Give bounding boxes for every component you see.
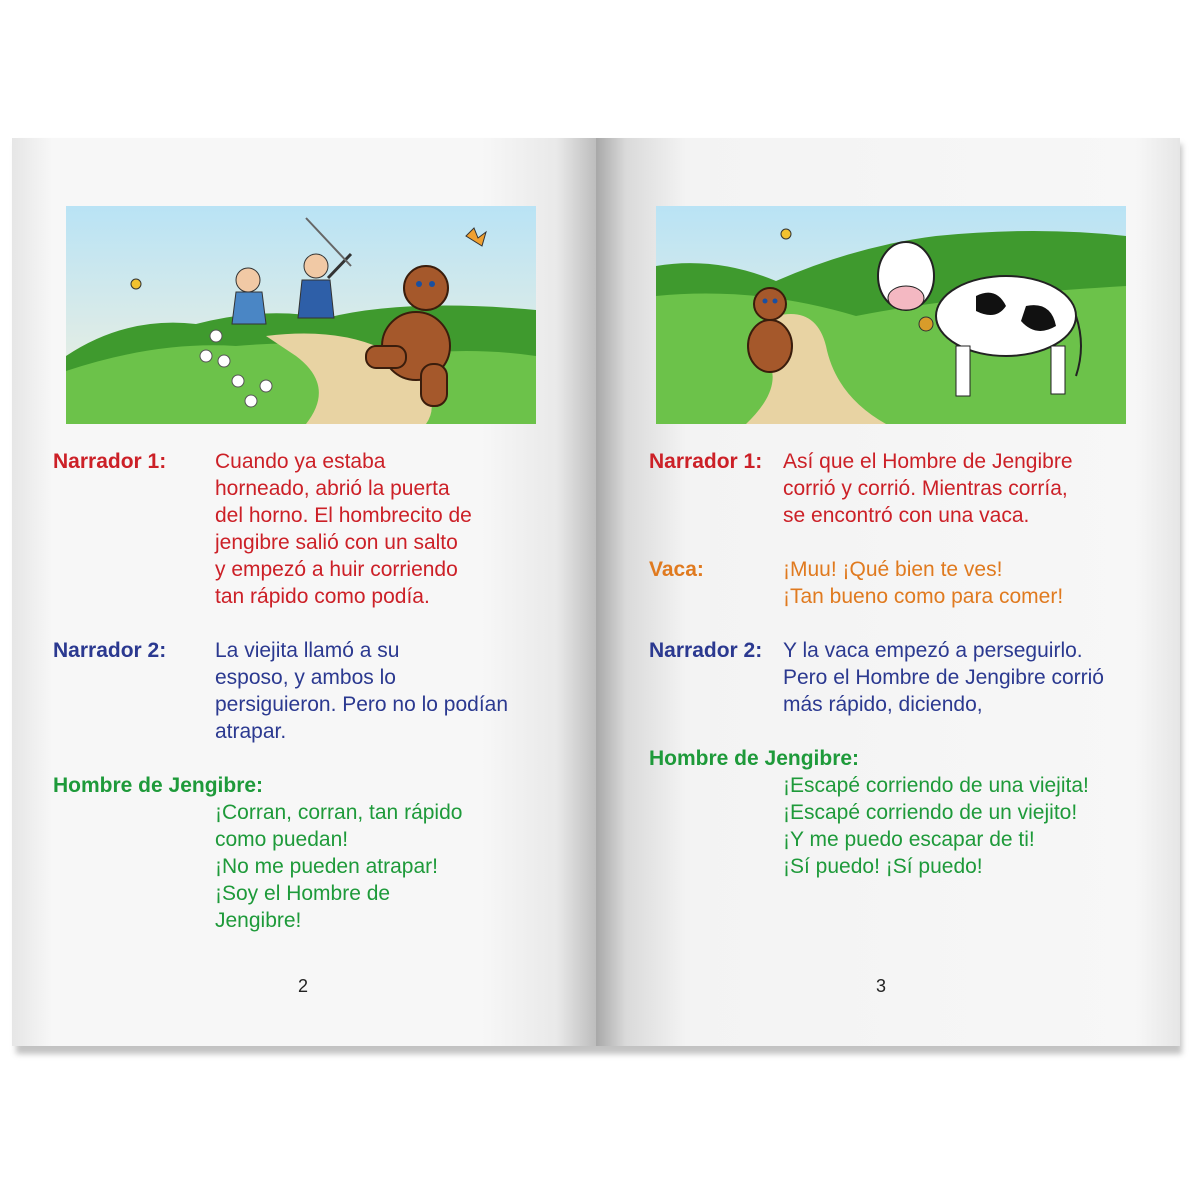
speaker-text bbox=[53, 799, 508, 934]
speaker-label: Narrador 2: bbox=[649, 639, 763, 662]
dialogue-hombre-de-jengibre bbox=[649, 745, 1104, 880]
right-page bbox=[596, 138, 1180, 1046]
left-page bbox=[12, 138, 596, 1046]
text-line: Cuando ya estaba bbox=[215, 450, 386, 473]
text-line: ¡Escapé corriendo de un viejito! bbox=[783, 801, 1078, 824]
text-line: atrapar. bbox=[215, 720, 287, 743]
text-line: jengibre salió con un salto bbox=[215, 531, 458, 554]
speaker-label: Vaca: bbox=[649, 558, 704, 581]
dialogue-narrador-1 bbox=[649, 448, 1104, 529]
text-line: y empezó a huir corriendo bbox=[215, 558, 458, 581]
speaker-text bbox=[783, 556, 1063, 610]
text-line: se encontró con una vaca. bbox=[783, 504, 1030, 527]
text-line: ¡Escapé corriendo de una viejita! bbox=[783, 774, 1089, 797]
illustration-gingerbread-cow bbox=[656, 206, 1126, 424]
text-line: Pero el Hombre de Jengibre corrió bbox=[783, 666, 1104, 689]
dialogue-hombre-de-jengibre bbox=[53, 772, 508, 934]
text-line: del horno. El hombrecito de bbox=[215, 504, 472, 527]
text-line: ¡Tan bueno como para comer! bbox=[783, 585, 1064, 608]
speaker-label: Narrador 2: bbox=[53, 639, 167, 662]
speaker-text bbox=[215, 637, 508, 745]
text-line: ¡Sí puedo! ¡Sí puedo! bbox=[783, 855, 983, 878]
illustration-gingerbread-escape bbox=[66, 206, 536, 424]
speaker-text bbox=[649, 772, 1104, 880]
page-number: 3 bbox=[876, 976, 887, 996]
text-line: Así que el Hombre de Jengibre bbox=[783, 450, 1073, 473]
dialogue-narrador-2 bbox=[53, 637, 508, 745]
text-line: ¡Y me puedo escapar de ti! bbox=[783, 828, 1035, 851]
text-line: corrió y corrió. Mientras corría, bbox=[783, 477, 1068, 500]
text-line: Y la vaca empezó a perseguirlo. bbox=[783, 639, 1083, 662]
text-line: esposo, y ambos lo bbox=[215, 666, 396, 689]
speaker-text bbox=[215, 448, 472, 610]
speaker-text bbox=[783, 637, 1104, 718]
speaker-label: Narrador 1: bbox=[53, 450, 167, 473]
text-line: tan rápido como podía. bbox=[215, 585, 430, 608]
speaker-label: Hombre de Jengibre: bbox=[649, 747, 860, 770]
open-book bbox=[12, 138, 1180, 1050]
text-line: más rápido, diciendo, bbox=[783, 693, 983, 716]
page-number: 2 bbox=[298, 976, 309, 996]
text-line: ¡Soy el Hombre de bbox=[215, 882, 391, 905]
dialogue-narrador-2 bbox=[649, 637, 1104, 718]
text-line: ¡No me pueden atrapar! bbox=[215, 855, 438, 878]
right-dialogue bbox=[649, 448, 1104, 880]
dialogue-vaca bbox=[649, 556, 1104, 610]
text-line: persiguieron. Pero no lo podían bbox=[215, 693, 509, 716]
text-line: horneado, abrió la puerta bbox=[215, 477, 450, 500]
dialogue-narrador-1 bbox=[53, 448, 508, 610]
speaker-text bbox=[783, 448, 1073, 529]
text-line: ¡Corran, corran, tan rápido bbox=[215, 801, 463, 824]
speaker-label: Narrador 1: bbox=[649, 450, 763, 473]
text-line: como puedan! bbox=[215, 828, 349, 851]
text-line: Jengibre! bbox=[215, 909, 302, 932]
left-dialogue bbox=[53, 448, 508, 934]
speaker-label: Hombre de Jengibre: bbox=[53, 774, 264, 797]
text-line: ¡Muu! ¡Qué bien te ves! bbox=[783, 558, 1003, 581]
text-line: La viejita llamó a su bbox=[215, 639, 400, 662]
